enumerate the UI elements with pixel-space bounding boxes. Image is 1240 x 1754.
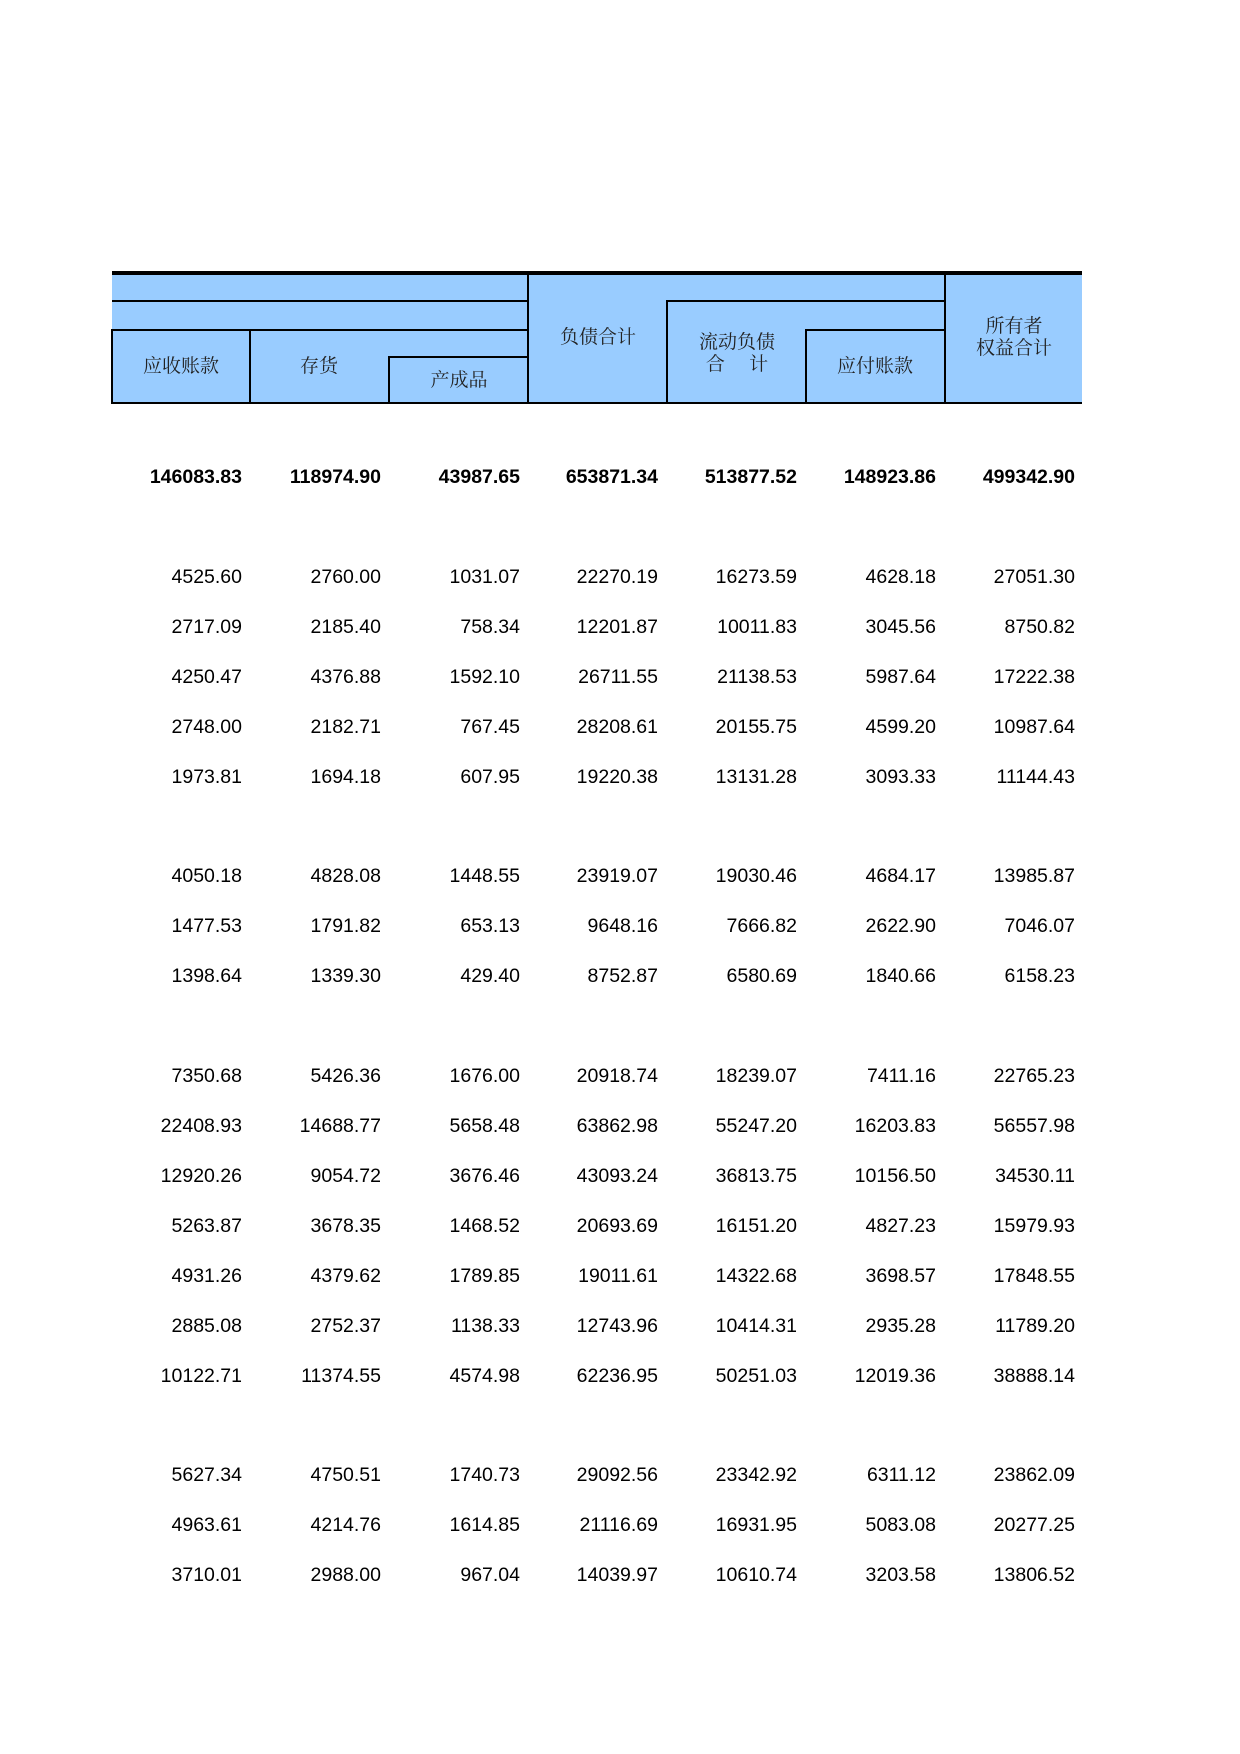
table-cell: 56557.98 [993, 1115, 1075, 1137]
table-cell: 63862.98 [576, 1115, 658, 1137]
table-cell: 499342.90 [982, 466, 1075, 488]
table-row [112, 1251, 1082, 1301]
table-cell: 3045.56 [865, 616, 936, 638]
table-cell: 28208.61 [576, 716, 658, 738]
table-cell: 2760.00 [310, 566, 381, 588]
table-cell: 1477.53 [171, 915, 242, 937]
table-cell: 4250.47 [171, 666, 242, 688]
table-cell: 16931.95 [715, 1514, 797, 1536]
header-payables: 应付账款 [836, 355, 913, 377]
table-row [112, 602, 1082, 652]
header-divider [112, 300, 528, 302]
table-cell: 118974.90 [289, 466, 381, 488]
table-cell: 13131.28 [715, 766, 797, 788]
table-cell: 1031.07 [449, 566, 520, 588]
table-cell: 1740.73 [449, 1464, 520, 1486]
table-cell: 1468.52 [449, 1215, 520, 1237]
header-current-liabilities: 流动负债 合 计 [698, 331, 775, 375]
table-cell: 5627.34 [171, 1464, 242, 1486]
table-cell: 9054.72 [310, 1165, 381, 1187]
table-cell: 15979.93 [993, 1215, 1075, 1237]
table-row [112, 552, 1082, 602]
table-cell: 50251.03 [715, 1365, 797, 1387]
table-cell: 19030.46 [715, 865, 797, 887]
header-divider [112, 329, 528, 331]
table-cell: 2752.37 [310, 1315, 381, 1337]
table-cell: 3710.01 [171, 1564, 242, 1586]
table-cell: 2182.71 [310, 716, 381, 738]
table-cell: 5987.64 [865, 666, 936, 688]
header-top-border [112, 271, 1082, 275]
table-cell: 4050.18 [171, 865, 242, 887]
table-cell: 3698.57 [865, 1265, 936, 1287]
table-cell: 6158.23 [1004, 965, 1075, 987]
table-cell: 3203.58 [865, 1564, 936, 1586]
table-cell: 20155.75 [715, 716, 797, 738]
header-bottom-border [112, 402, 1082, 404]
table-cell: 12920.26 [160, 1165, 242, 1187]
table-cell: 9648.16 [587, 915, 658, 937]
table-cell: 16203.83 [854, 1115, 936, 1137]
table-cell: 6580.69 [726, 965, 797, 987]
table-cell: 21138.53 [717, 666, 797, 688]
table-cell: 29092.56 [576, 1464, 658, 1486]
table-cell: 1694.18 [310, 766, 381, 788]
table-cell: 11789.20 [995, 1315, 1075, 1337]
table-cell: 11144.43 [996, 766, 1075, 788]
table-cell: 2988.00 [310, 1564, 381, 1586]
table-cell: 1791.82 [310, 915, 381, 937]
table-cell: 1676.00 [449, 1065, 520, 1087]
header-divider [667, 300, 945, 302]
table-cell: 10414.31 [715, 1315, 797, 1337]
table-cell: 55247.20 [715, 1115, 797, 1137]
table-row [112, 1301, 1082, 1351]
table-cell: 4931.26 [171, 1265, 242, 1287]
table-cell: 2622.90 [865, 915, 936, 937]
table-cell: 4827.23 [865, 1215, 936, 1237]
table-cell: 8750.82 [1004, 616, 1075, 638]
table-cell: 36813.75 [715, 1165, 797, 1187]
table-row [112, 1500, 1082, 1550]
table-cell: 18239.07 [715, 1065, 797, 1087]
table-cell: 10610.74 [715, 1564, 797, 1586]
table-cell: 26711.55 [578, 666, 658, 688]
table-row [112, 1351, 1082, 1401]
table-cell: 767.45 [460, 716, 520, 738]
table-cell: 43093.24 [576, 1165, 658, 1187]
table-cell: 22765.23 [993, 1065, 1075, 1087]
table-row [112, 702, 1082, 752]
table-cell: 13806.52 [993, 1564, 1075, 1586]
table-cell: 1448.55 [449, 865, 520, 887]
table-cell: 3676.46 [449, 1165, 520, 1187]
table-cell: 4574.98 [449, 1365, 520, 1387]
table-cell: 10987.64 [993, 716, 1075, 738]
table-row [112, 1051, 1082, 1101]
table-cell: 10011.83 [717, 616, 797, 638]
table-row [112, 652, 1082, 702]
table-cell: 13985.87 [993, 865, 1075, 887]
table-cell: 14688.77 [299, 1115, 381, 1137]
table-row [112, 851, 1082, 901]
table-cell: 5658.48 [449, 1115, 520, 1137]
table-row [112, 1450, 1082, 1500]
table-cell: 14039.97 [576, 1564, 658, 1586]
table-cell: 148923.86 [843, 466, 936, 488]
table-cell: 34530.11 [995, 1165, 1075, 1187]
header-divider [806, 329, 945, 331]
header-inventory: 存货 [299, 355, 338, 377]
table-cell: 1592.10 [449, 666, 520, 688]
table-cell: 758.34 [460, 616, 520, 638]
table-row [112, 951, 1082, 1001]
table-cell: 23919.07 [576, 865, 658, 887]
table-cell: 27051.30 [993, 566, 1075, 588]
table-cell: 4628.18 [865, 566, 936, 588]
table-cell: 653.13 [460, 915, 520, 937]
table-cell: 19011.61 [578, 1265, 658, 1287]
table-cell: 62236.95 [576, 1365, 658, 1387]
table-cell: 1614.85 [449, 1514, 520, 1536]
table-row [112, 752, 1082, 802]
table-cell: 4599.20 [865, 716, 936, 738]
table-cell: 16151.20 [715, 1215, 797, 1237]
table-cell: 1339.30 [310, 965, 381, 987]
table-cell: 10156.50 [854, 1165, 936, 1187]
table-cell: 146083.83 [149, 466, 242, 488]
table-cell: 2935.28 [865, 1315, 936, 1337]
table-cell: 23342.92 [715, 1464, 797, 1486]
table-cell: 1973.81 [171, 766, 242, 788]
table-cell: 4963.61 [171, 1514, 242, 1536]
table-row-total [112, 452, 1082, 502]
table-row [112, 1201, 1082, 1251]
table-row [112, 1550, 1082, 1600]
table-cell: 607.95 [460, 766, 520, 788]
table-cell: 4525.60 [171, 566, 242, 588]
table-cell: 21116.69 [579, 1514, 658, 1536]
table-cell: 17222.38 [993, 666, 1075, 688]
table-cell: 2748.00 [171, 716, 242, 738]
table-cell: 5426.36 [310, 1065, 381, 1087]
table-cell: 22408.93 [160, 1115, 242, 1137]
table-cell: 20693.69 [576, 1215, 658, 1237]
table-cell: 1138.33 [450, 1315, 520, 1337]
header-total-liabilities: 负债合计 [559, 326, 636, 348]
table-cell: 513877.52 [704, 466, 797, 488]
header-owners-equity: 所有者 权益合计 [975, 315, 1052, 359]
table-cell: 1398.64 [171, 965, 242, 987]
table-cell: 4684.17 [865, 865, 936, 887]
table-cell: 1789.85 [449, 1265, 520, 1287]
header-divider [389, 356, 528, 358]
table-cell: 5263.87 [171, 1215, 242, 1237]
table-cell: 22270.19 [576, 566, 658, 588]
header-receivables: 应收账款 [142, 355, 219, 377]
table-cell: 4750.51 [310, 1464, 381, 1486]
table-cell: 7350.68 [171, 1065, 242, 1087]
table-cell: 4828.08 [310, 865, 381, 887]
table-cell: 23862.09 [993, 1464, 1075, 1486]
table-cell: 8752.87 [587, 965, 658, 987]
table-cell: 20277.25 [993, 1514, 1075, 1536]
table-cell: 19220.38 [576, 766, 658, 788]
table-cell: 653871.34 [565, 466, 658, 488]
table-row [112, 901, 1082, 951]
table-cell: 4376.88 [310, 666, 381, 688]
table-cell: 4214.76 [310, 1514, 381, 1536]
table-cell: 2885.08 [171, 1315, 242, 1337]
table-cell: 3678.35 [310, 1215, 381, 1237]
table-cell: 17848.55 [993, 1265, 1075, 1287]
table-cell: 14322.68 [715, 1265, 797, 1287]
table-cell: 12743.96 [576, 1315, 658, 1337]
table-cell: 43987.65 [438, 466, 520, 488]
table-cell: 7666.82 [726, 915, 797, 937]
table-cell: 5083.08 [865, 1514, 936, 1536]
table-cell: 7046.07 [1004, 915, 1075, 937]
table-cell: 2185.40 [310, 616, 381, 638]
table-cell: 20918.74 [576, 1065, 658, 1087]
table-cell: 10122.71 [160, 1365, 242, 1387]
table-cell: 2717.09 [171, 616, 242, 638]
table-row [112, 1101, 1082, 1151]
table-cell: 4379.62 [310, 1265, 381, 1287]
table-row [112, 1151, 1082, 1201]
table-cell: 11374.55 [301, 1365, 381, 1387]
table-cell: 12019.36 [854, 1365, 936, 1387]
table-cell: 12201.87 [576, 616, 658, 638]
table-cell: 967.04 [460, 1564, 520, 1586]
table-cell: 7411.16 [866, 1065, 936, 1087]
table-cell: 429.40 [460, 965, 520, 987]
table-cell: 1840.66 [865, 965, 936, 987]
table-cell: 38888.14 [993, 1365, 1075, 1387]
table-cell: 3093.33 [865, 766, 936, 788]
header-finished-goods: 产成品 [430, 369, 488, 391]
table-cell: 16273.59 [715, 566, 797, 588]
table-cell: 6311.12 [866, 1464, 936, 1486]
